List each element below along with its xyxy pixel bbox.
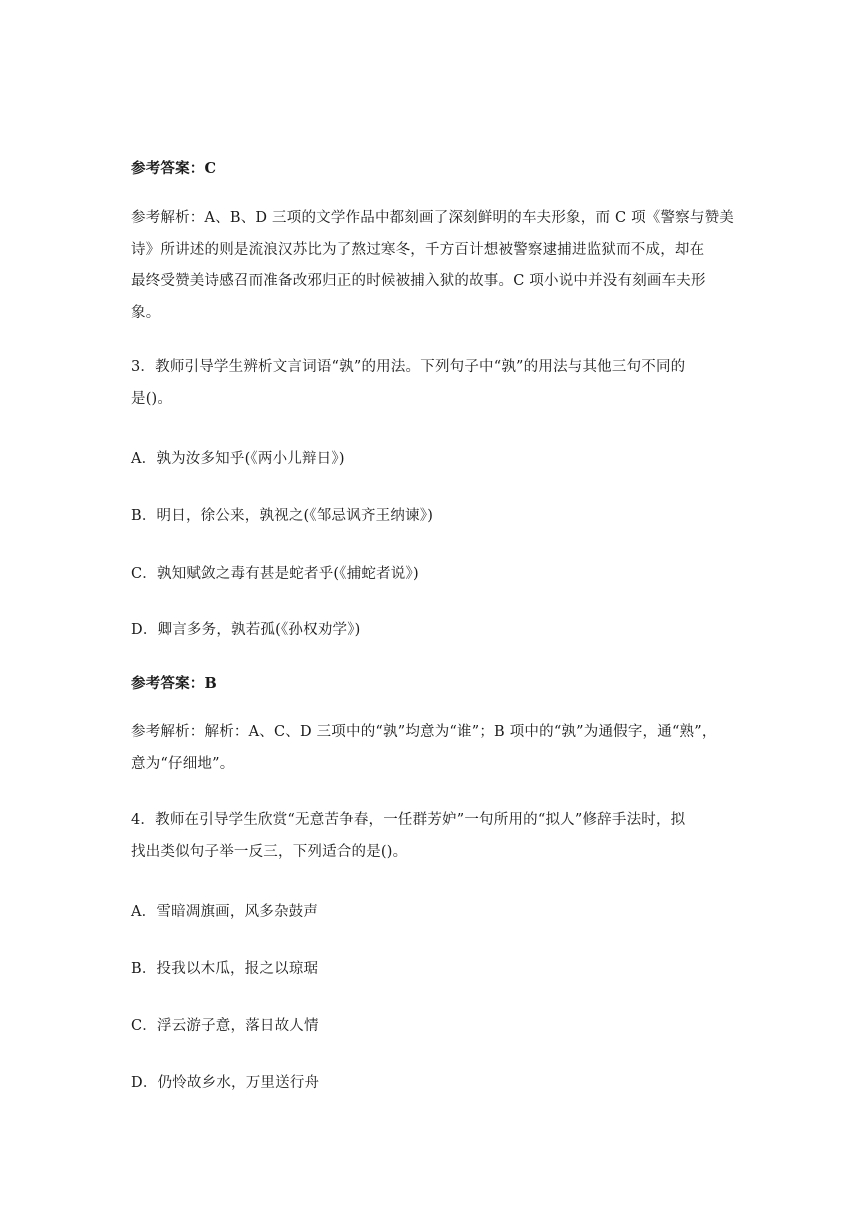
option-b: B．投我以木瓜，报之以琼琚 [131, 961, 319, 977]
analysis-line: 意为“仔细地”。 [131, 756, 235, 772]
option-d: D．仍怜故乡水，万里送行舟 [131, 1075, 320, 1091]
analysis-line: 参考解析：A、B、D 三项的文学作品中都刻画了深刻鲜明的车夫形象，而 C 项《警察与赞美 [131, 210, 734, 226]
analysis-line: 最终受赞美诗感召而准备改邪归正的时候被捕入狱的故事。C 项小说中并没有刻画车夫形 [131, 273, 706, 289]
option-a: A．雪暗凋旗画，风多杂鼓声 [131, 904, 319, 920]
option-c: C．浮云游子意，落日故人情 [131, 1018, 319, 1034]
option-d: D．卿言多务，孰若孤(《孙权劝学》) [131, 622, 361, 638]
question-stem-line: 3．教师引导学生辨析文言词语“孰”的用法。下列句子中“孰”的用法与其他三句不同的 [131, 359, 686, 375]
analysis-line: 象。 [131, 305, 161, 321]
question-stem-line: 是()。 [131, 391, 173, 407]
question-stem-line: 4．教师在引导学生欣赏“无意苦争春，一任群芳妒”一句所用的“拟人”修辞手法时，拟 [131, 812, 686, 828]
analysis-line: 参考解析：解析：A、C、D 三项中的“孰”均意为“谁”；B 项中的“孰”为通假字，通“熟”， [131, 724, 717, 740]
question-stem-line: 找出类似句子举一反三，下列适合的是()。 [131, 844, 408, 860]
answer-label: 参考答案：C [131, 160, 217, 177]
analysis-line: 诗》所讲述的则是流浪汉苏比为了熬过寒冬，千方百计想被警察逮捕进监狱而不成，却在 [131, 242, 705, 258]
answer-label: 参考答案：B [131, 675, 217, 692]
option-b: B．明日，徐公来，孰视之(《邹忌讽齐王纳谏》) [131, 508, 434, 524]
option-a: A．孰为汝多知乎(《两小儿辩日》) [131, 451, 345, 467]
option-c: C．孰知赋敛之毒有甚是蛇者乎(《捕蛇者说》) [131, 566, 419, 582]
